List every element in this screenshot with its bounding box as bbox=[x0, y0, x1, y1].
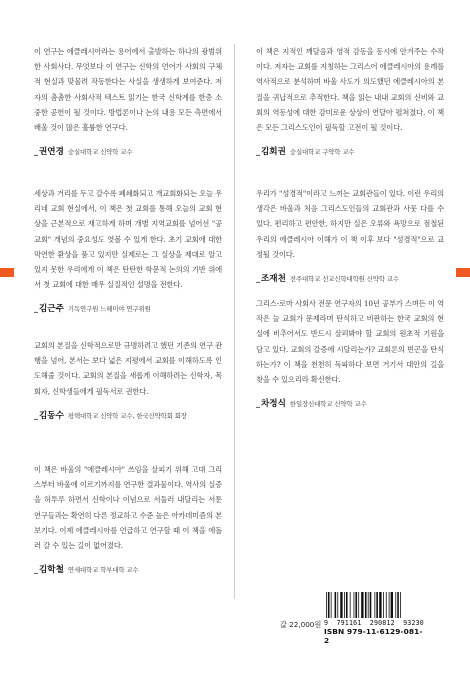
column-divider bbox=[234, 44, 235, 599]
barcode-bar bbox=[358, 592, 359, 618]
barcode-digit-group: 791161 bbox=[336, 619, 362, 627]
barcode-bar bbox=[346, 592, 348, 618]
barcode-bar bbox=[328, 592, 330, 618]
endorser-name: 김동수 bbox=[39, 410, 64, 421]
barcode-bar bbox=[368, 592, 369, 618]
endorser-affiliation: 전주대학교 선교신학대학원 신약학 교수 bbox=[289, 275, 399, 284]
endorsement-cho-jaecheon bbox=[256, 186, 444, 285]
barcode-digit-group: 290812 bbox=[369, 619, 395, 627]
barcode-bar bbox=[391, 592, 393, 618]
barcode-bar bbox=[386, 592, 387, 618]
endorsement-kwon-yeongyeong bbox=[34, 44, 222, 158]
endorsement-attribution: _김근주 기독연구원 느헤미야 연구위원 bbox=[34, 304, 151, 315]
barcode-bar bbox=[374, 592, 375, 618]
left-edge-tab bbox=[0, 268, 14, 277]
barcode-bar bbox=[326, 592, 327, 618]
endorsement-text: 세상과 거리를 두고 갈수록 폐쇄화되고 개교회화되는 오늘 우리네 교회 현실에서, 이 책은 첫 교회를 통해 오늘의 교회 현상을 근본적으로 재고하게 하며 개별 지역교회를 넘어선 "공교회" 개념의 중요성도 엿볼 수 있게 한다. 초기 교회에 대한 막연한 환상을 품고 있지만 실제로는 그 실상을 제대로 알고 있지 못한 우리에게 이 책은 탄탄한 학문적 논의의 기반 위에서 첫 교회에 대한 매우 실질적인 설명을 전한다. bbox=[34, 189, 222, 290]
endorsement-cha-jeongsik bbox=[256, 296, 444, 410]
barcode-digit-group: 93230 bbox=[403, 619, 424, 627]
barcode-bar bbox=[383, 592, 384, 618]
endorser-affiliation: 기독연구원 느헤미야 연구위원 bbox=[67, 305, 151, 314]
barcode-bar bbox=[337, 592, 338, 618]
endorsement-attribution: _김회권 숭실대학교 구약학 교수 bbox=[256, 147, 355, 158]
barcode-bar bbox=[355, 592, 357, 618]
endorser-affiliation: 숭실대학교 신약학 교수 bbox=[67, 148, 133, 157]
isbn-number: ISBN 979-11-6129-081-2 bbox=[324, 627, 423, 645]
endorsement-attribution: _권연경 숭실대학교 신약학 교수 bbox=[34, 147, 133, 158]
barcode-digits bbox=[324, 619, 424, 627]
endorsement-attribution: _차정식 한일장신대학교 신약학 교수 bbox=[256, 399, 367, 410]
barcode-bar bbox=[376, 592, 378, 618]
barcode-bar bbox=[370, 592, 372, 618]
endorser-name: 차정식 bbox=[261, 399, 286, 410]
barcode-bar bbox=[365, 592, 367, 618]
endorser-affiliation: 연세대학교 학부대학 교수 bbox=[67, 566, 139, 575]
endorsement-text: 우리가 "성경적"이라고 느끼는 교회관들이 있다. 이런 우리의 생각은 바울과 처음 그리스도인들의 교회관과 사뭇 다를 수 있다. 편리하고 편안한, 하지만 실은 오류와 욕망으로 점철된 우리의 에클레시아 이해가 이 책 이후 보다 "성경적"으로 교정될 것이다. bbox=[256, 189, 444, 259]
price-label: 값 22,000원 bbox=[280, 620, 322, 629]
endorsement-kim-hakcheol bbox=[34, 462, 222, 576]
barcode-bar bbox=[397, 592, 399, 618]
endorsement-text: 이 책은 바울의 "에클레시아" 쓰임을 살피기 위해 고대 그리스부터 바울에 이르기까지를 연구한 결과물이다. 역사의 실증을 허투루 하면서 신학이나 이념으로 서둘러 내달리는 서툰 연구들과는 확연히 다른 정교하고 수준 높은 아카데미즘의 본보기다. 이제 에클레시아를 언급하고 연구할 때 이 책을 에돌러 갈 수 있는 길이 없어졌다. bbox=[34, 465, 222, 551]
barcode-bar bbox=[395, 592, 396, 618]
endorser-name: 권연경 bbox=[39, 147, 64, 158]
barcode-bar bbox=[400, 592, 401, 618]
endorsement-text: 그리스-로마 사회사 전문 연구자의 10년 공부가 스며든 이 역작은 늘 교회가 문제라며 탄식하고 비판하는 한국 교회의 현실에 비추어서도 반드시 살펴봐야 할 교회의 원초적 기원을 담고 있다. 교회의 갈증에 시달리는가? 교회론의 빈곤을 탄식하는가? 이 책을 천천히 독파하다 보면 거기서 대안의 길을 찾을 수 있으리라 확신한다. bbox=[256, 299, 444, 385]
barcode-bar bbox=[331, 592, 332, 618]
endorsement-kim-geunju bbox=[34, 186, 222, 315]
endorsement-attribution: _김학철 연세대학교 학부대학 교수 bbox=[34, 565, 139, 576]
barcode-bar bbox=[340, 592, 342, 618]
endorser-name: 김학철 bbox=[39, 565, 64, 576]
endorser-name: 김근주 bbox=[39, 304, 64, 315]
endorsement-text: 이 책은 지적인 깨달음과 영적 감동을 동시에 안겨주는 수작이다. 저자는 교회를 지칭하는 그리스어 에클레시아의 용례를 역사적으로 분석하며 바울 사도가 의도했던 에클레시아의 본질을 귀납적으로 추적한다. 책을 읽는 내내 교회의 신비와 교회의 역동성에 대한 감미로운 상상이 연달아 펼쳐졌다. 이 책은 모든 그리스도인이 필독할 고전이 될 것이다. bbox=[256, 47, 444, 133]
barcode-bar bbox=[379, 592, 381, 618]
endorsement-kim-dongsu bbox=[34, 338, 222, 422]
barcode-bar bbox=[361, 592, 363, 618]
barcode-bar bbox=[335, 592, 337, 618]
barcode-digit-group: 9 bbox=[324, 619, 329, 627]
right-edge-tab bbox=[456, 268, 470, 277]
endorser-affiliation: 한일장신대학교 신약학 교수 bbox=[289, 400, 367, 409]
barcode-bar bbox=[354, 592, 355, 618]
endorsement-attribution: _조재천 전주대학교 선교신학대학원 신약학 교수 bbox=[256, 274, 399, 285]
isbn-barcode-block bbox=[324, 592, 424, 645]
endorsement-text: 이 연구는 에클레시아라는 용어에서 출발하는 하나의 광범위한 사회사다. 무엇보다 이 연구는 신학의 언어가 사회의 구체적 현실과 맞물려 작동한다는 사실을 생생하게 보여준다. 저자의 촘촘한 사회사적 텍스트 읽기는 한국 신학계를 한층 소중한 공헌이 될 것이다. 방법론이나 논의 내용 모든 측면에서 배울 것이 많은 훌륭한 연구다. bbox=[34, 47, 222, 133]
endorser-affiliation: 평택대학교 신약학 교수, 한국신약학회 회장 bbox=[67, 411, 187, 420]
endorsement-attribution: _김동수 평택대학교 신약학 교수, 한국신약학회 회장 bbox=[34, 410, 187, 421]
endorsement-text: 교회의 본질을 신학적으로만 규명하려고 했던 기존의 연구 관행을 넘어, 본서는 보다 넓은 지평에서 교회를 이해하도록 인도해줄 것이다. 교회의 본질을 새롭게 이해하려는 신학자, 목회자, 신학생들에게 필독서로 권한다. bbox=[34, 341, 222, 396]
endorser-name: 김회권 bbox=[261, 147, 286, 158]
endorser-name: 조재천 bbox=[261, 274, 286, 285]
barcode-image bbox=[324, 592, 424, 618]
endorsement-kim-hoegwon bbox=[256, 44, 444, 158]
barcode-bar bbox=[350, 592, 351, 618]
endorser-affiliation: 숭실대학교 구약학 교수 bbox=[289, 148, 355, 157]
barcode-bar bbox=[344, 592, 345, 618]
barcode-bar bbox=[389, 592, 390, 618]
